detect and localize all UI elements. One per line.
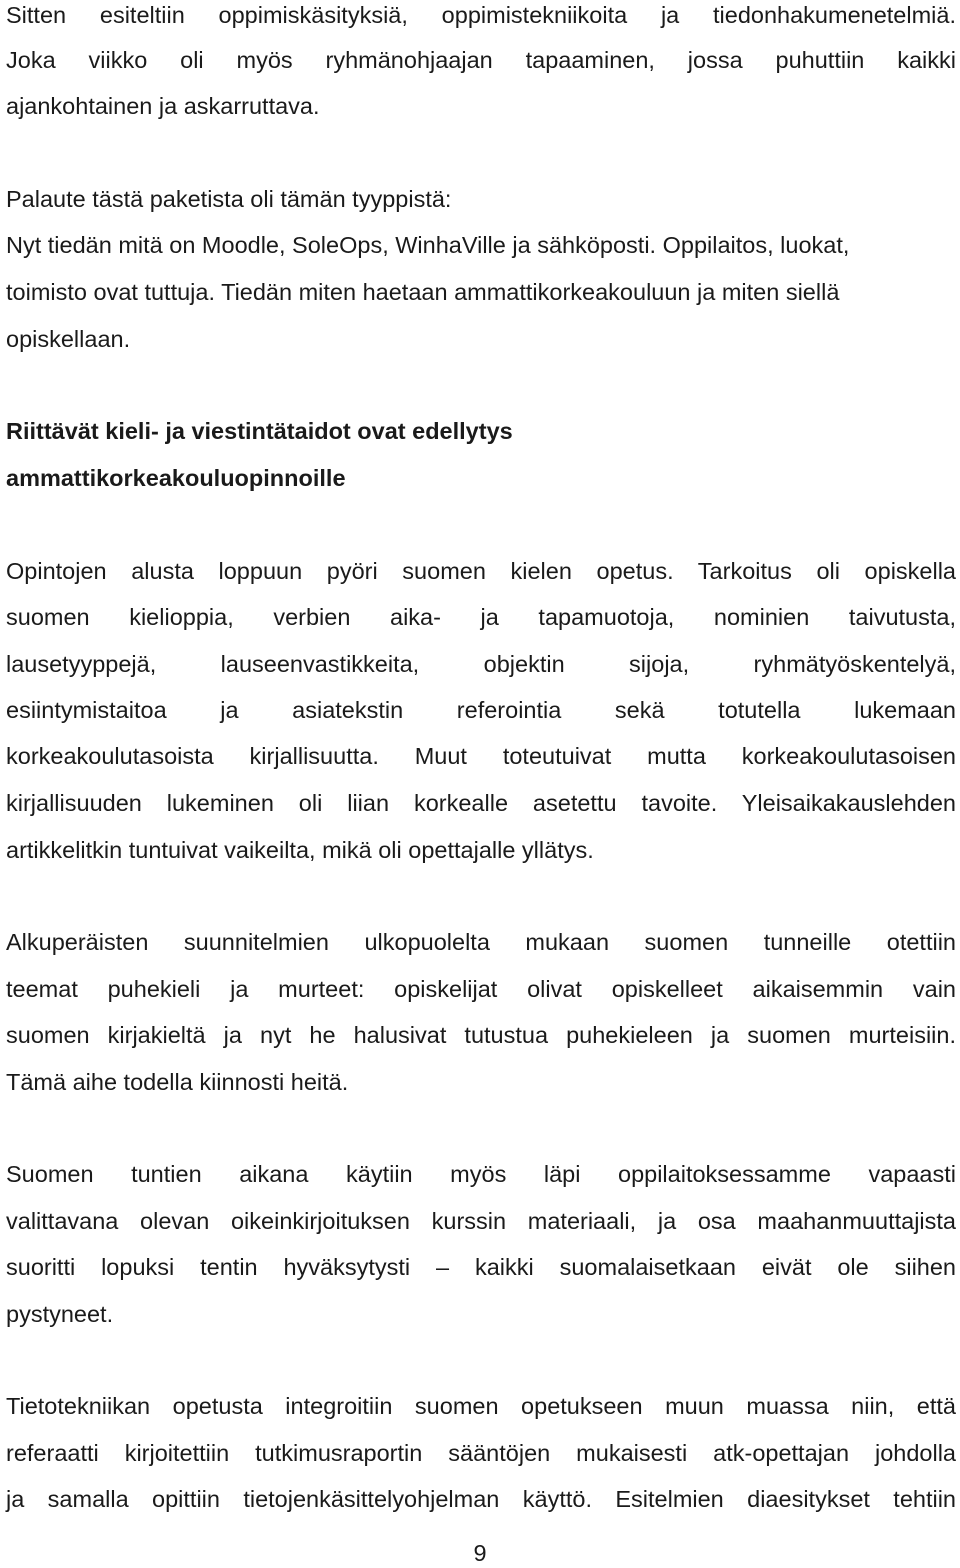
- paragraph-3-line-4: esiintymistaitoa ja asiatekstin referointia sekä totutella lukemaan: [6, 697, 956, 723]
- paragraph-3-line-5: korkeakoulutasoista kirjallisuutta. Muut toteutuivat mutta korkeakoulutasoisen: [6, 743, 956, 769]
- paragraph-3-line-7: artikkelitkin tuntuivat vaikeilta, mikä oli opettajalle yllätys.: [6, 837, 594, 863]
- paragraph-4-line-1: Alkuperäisten suunnitelmien ulkopuolelta mukaan suomen tunneille otettiin: [6, 929, 956, 955]
- paragraph-6-line-2: referaatti kirjoitettiin tutkimusraportin sääntöjen mukaisesti atk-opettajan johdolla: [6, 1440, 956, 1466]
- paragraph-6-line-1: Tietotekniikan opetusta integroitiin suomen opetukseen muun muassa niin, että: [6, 1393, 956, 1419]
- paragraph-4-line-2: teemat puhekieli ja murteet: opiskelijat olivat opiskelleet aikaisemmin vain: [6, 976, 956, 1002]
- paragraph-5-line-2: valittavana olevan oikeinkirjoituksen kurssin materiaali, ja osa maahanmuuttajista: [6, 1208, 956, 1234]
- paragraph-5-line-3: suoritti lopuksi tentin hyväksytysti – kaikki suomalaisetkaan eivät ole siihen: [6, 1254, 956, 1280]
- paragraph-1-line-2: Joka viikko oli myös ryhmänohjaajan tapaaminen, jossa puhuttiin kaikki: [6, 47, 956, 73]
- paragraph-3-line-1: Opintojen alusta loppuun pyöri suomen kielen opetus. Tarkoitus oli opiskella: [6, 558, 956, 584]
- page-number: 9: [473, 1540, 487, 1566]
- paragraph-5-line-1: Suomen tuntien aikana käytiin myös läpi oppilaitoksessamme vapaasti: [6, 1161, 956, 1187]
- paragraph-4-line-4: Tämä aihe todella kiinnosti heitä.: [6, 1069, 349, 1095]
- paragraph-1-line-1: Sitten esiteltiin oppimiskäsityksiä, oppimistekniikoita ja tiedonhakumenetelmiä.: [6, 2, 956, 28]
- paragraph-5-line-4: pystyneet.: [6, 1301, 114, 1327]
- paragraph-2-line-1: Palaute tästä paketista oli tämän tyyppistä:: [6, 186, 452, 212]
- paragraph-3-line-2: suomen kielioppia, verbien aika- ja tapamuotoja, nominien taivutusta,: [6, 604, 956, 630]
- paragraph-3-line-6: kirjallisuuden lukeminen oli liian korkealle asetettu tavoite. Yleisaikakauslehden: [6, 790, 956, 816]
- paragraph-2-line-2: Nyt tiedän mitä on Moodle, SoleOps, WinhaVille ja sähköposti. Oppilaitos, luokat,: [6, 232, 850, 258]
- paragraph-1-line-3: ajankohtainen ja askarruttava.: [6, 93, 320, 119]
- paragraph-4-line-3: suomen kirjakieltä ja nyt he halusivat tutustua puhekieleen ja suomen murteisiin.: [6, 1022, 956, 1048]
- paragraph-3-line-3: lausetyyppejä, lauseenvastikkeita, objektin sijoja, ryhmätyöskentelyä,: [6, 651, 956, 677]
- section-heading-line-1: Riittävät kieli- ja viestintätaidot ovat edellytys: [6, 418, 513, 444]
- paragraph-6-line-3: ja samalla opittiin tietojenkäsittelyohjelman käyttö. Esitelmien diaesitykset tehtiin: [6, 1486, 956, 1512]
- paragraph-2-line-3: toimisto ovat tuttuja. Tiedän miten haetaan ammattikorkeakouluun ja miten siellä: [6, 279, 840, 305]
- paragraph-2-line-4: opiskellaan.: [6, 326, 131, 352]
- section-heading-line-2: ammattikorkeakouluopinnoille: [6, 465, 346, 491]
